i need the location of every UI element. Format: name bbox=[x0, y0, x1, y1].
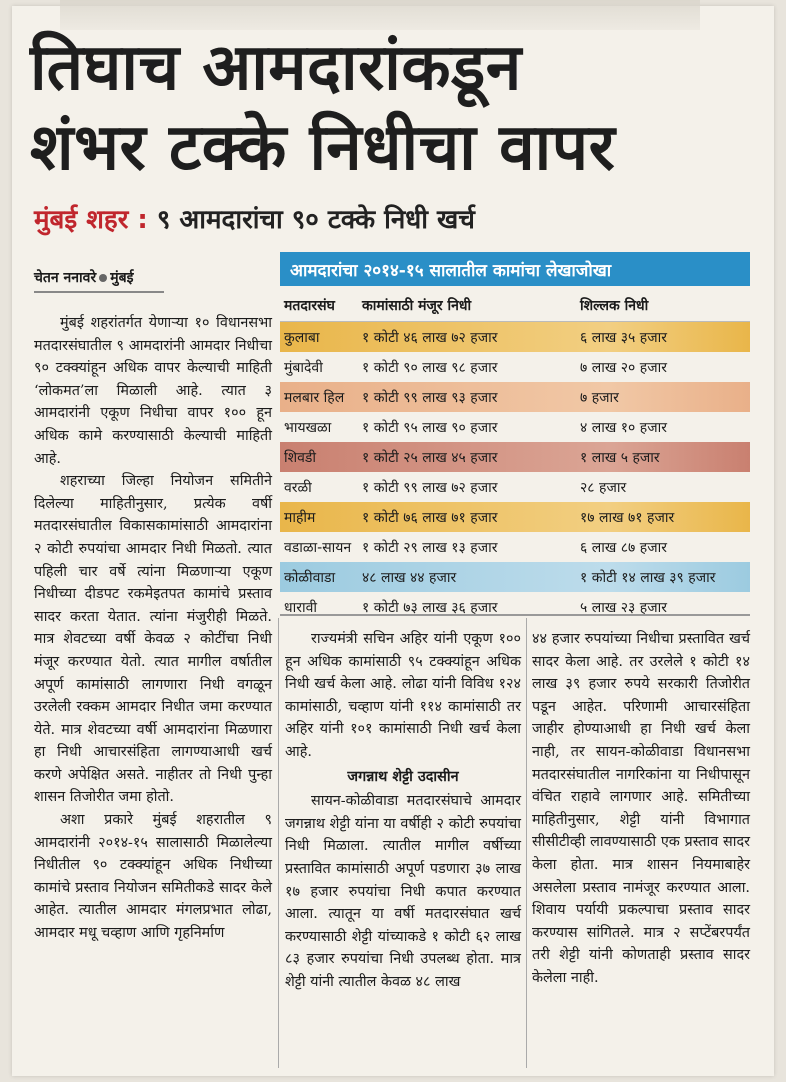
cell-sanctioned: ४८ लाख ४४ हजार bbox=[362, 569, 457, 586]
table-header-row bbox=[280, 286, 750, 322]
cell-sanctioned: १ कोटी ९० लाख ९८ हजार bbox=[362, 359, 498, 376]
table-row bbox=[280, 532, 750, 562]
table-row bbox=[280, 322, 750, 352]
cell-sanctioned: १ कोटी ४६ लाख ७२ हजार bbox=[362, 329, 498, 346]
cell-constituency: वडाळा-सायन bbox=[284, 539, 352, 556]
cell-constituency: कोळीवाडा bbox=[284, 569, 336, 586]
table-bottom-rule bbox=[280, 614, 750, 616]
table-row bbox=[280, 352, 750, 382]
cell-balance: १ लाख ५ हजार bbox=[580, 449, 660, 466]
previous-article-fragment bbox=[60, 0, 700, 30]
paragraph: सायन-कोळीवाडा मतदारसंघाचे आमदार जगन्नाथ शेट्टी यांना या वर्षीही २ कोटी रुपयांचा निधी मिळाला. त्यातील मागील वर्षीच्या प्रस्तावित कामांसाठी अपूर्ण पडणारा ३७ लाख १७ हजार रुपयांचा निधी कपात करण्यात आला. त्यातून या वर्षी मतदारसंघात खर्च करण्यासाठी शेट्टी यांच्याकडे १ कोटी ६२ लाख ८३ हजार रुपयांचा निधी उपलब्ध होता. मात्र शेट्टी यांनी त्यातील केवळ ४८ लाख bbox=[285, 793, 521, 990]
table-row bbox=[280, 412, 750, 442]
paragraph: शहराच्या जिल्हा नियोजन समितीने दिलेल्या माहितीनुसार, प्रत्येक वर्षी मतदारसंघातील विकासकामांसाठी आमदारांना २ कोटी रुपयांचा आमदार निधी मिळतो. त्यात पहिली चार वर्षे त्यांना मिळणाऱ्या एकूण निधीच्या दीडपट रकमेइतपत कामांचे प्रस्ताव सादर करता येतात. त्यांना मंजुरीही मिळते. मात्र शेवटच्या वर्षी केवळ २ कोटींचा निधी मंजूर करण्यात येतो. त्यात मागील वर्षातील अपूर्ण कामांसाठी लागणारा निधी वगळून उरलेली रक्कम आमदार निधीत जमा करण्यात येते. मात्र शेवटच्या वर्षी आमदारांना मिळणारा हा निधी आचारसंहिता लागण्याआधी खर्च करणे अपेक्षित असते. नाहीतर तो निधी पुन्हा शासन तिजोरीत जमा होतो. bbox=[34, 473, 272, 806]
cell-sanctioned: १ कोटी ७६ लाख ७१ हजार bbox=[362, 509, 498, 526]
article-column-1 bbox=[34, 312, 272, 945]
article-column-2 bbox=[285, 628, 521, 994]
header-constituency: मतदारसंघ bbox=[284, 298, 335, 314]
table-row bbox=[280, 472, 750, 502]
table-row bbox=[280, 562, 750, 592]
cell-balance: १ कोटी १४ लाख ३९ हजार bbox=[580, 569, 716, 586]
column-divider bbox=[278, 618, 279, 1068]
cell-sanctioned: १ कोटी ९९ लाख ९३ हजार bbox=[362, 389, 498, 406]
cell-constituency: वरळी bbox=[284, 479, 312, 496]
column-divider bbox=[526, 618, 527, 1068]
bullet-icon bbox=[99, 274, 107, 282]
cell-balance: २८ हजार bbox=[580, 479, 627, 496]
cell-balance: ६ लाख ३५ हजार bbox=[580, 329, 667, 346]
byline bbox=[34, 268, 164, 293]
cell-balance: ५ लाख २३ हजार bbox=[580, 599, 667, 616]
subheadline-place: मुंबई शहर : bbox=[34, 205, 148, 235]
byline-author: चेतन ननावरे bbox=[34, 270, 97, 286]
fund-table bbox=[280, 252, 750, 622]
cell-constituency: माहीम bbox=[284, 509, 316, 526]
cell-sanctioned: १ कोटी ७३ लाख ३६ हजार bbox=[362, 599, 498, 616]
subheadline-text: ९ आमदारांचा ९० टक्के निधी खर्च bbox=[147, 205, 475, 235]
cell-sanctioned: १ कोटी २९ लाख १३ हजार bbox=[362, 539, 498, 556]
table-title: आमदारांचा २०१४-१५ सालातील कामांचा लेखाजोखा bbox=[280, 252, 750, 286]
cell-constituency: कुलाबा bbox=[284, 329, 320, 346]
paragraph: ४४ हजार रुपयांच्या निधीचा प्रस्तावित खर्च सादर केला आहे. तर उरलेले १ कोटी १४ लाख ३९ हजार रुपये सरकारी तिजोरीत पडून आहेत. परिणामी आचारसंहिता जाहीर होण्याआधी हा निधी खर्च केला नाही, तर सायन-कोळीवाडा विधानसभा मतदारसंघातील नागरिकांना या निधीपासून वंचित राहावे लागणार आहे. समितीच्या माहितीनुसार, शेट्टी यांनी विभागात सीसीटीव्ही लावण्यासाठी एक प्रस्ताव सादर केला होता. मात्र शासन नियमाबाहेर असलेला प्रस्ताव नामंजूर करण्यात आला. शिवाय पर्यायी प्रकल्पाचा प्रस्ताव सादर करण्यास सांगितले. मात्र २ सप्टेंबरपर्यंत तरी शेट्टी यांनी कोणताही प्रस्ताव सादर केलेला नाही. bbox=[532, 631, 750, 986]
subheadline bbox=[34, 200, 754, 236]
table-row bbox=[280, 442, 750, 472]
headline-line-1: तिघाच आमदारांकडून bbox=[30, 31, 522, 105]
cell-balance: ७ लाख २० हजार bbox=[580, 359, 667, 376]
table-row bbox=[280, 382, 750, 412]
cell-sanctioned: १ कोटी २५ लाख ४५ हजार bbox=[362, 449, 498, 466]
paragraph: राज्यमंत्री सचिन अहिर यांनी एकूण १०० हून अधिक कामांसाठी ९५ टक्क्यांहून अधिक निधी खर्च केला आहे. लोढा यांनी विविध १२४ कामांसाठी, चव्हाण यांनी ११४ कामांसाठी तर अहिर यांनी १०१ कामांसाठी निधी खर्च केला आहे. bbox=[285, 631, 521, 760]
table-row bbox=[280, 592, 750, 622]
cell-balance: १७ लाख ७१ हजार bbox=[580, 509, 675, 526]
table-row bbox=[280, 502, 750, 532]
header-sanctioned: कामांसाठी मंजूर निधी bbox=[362, 298, 472, 314]
cell-constituency: शिवडी bbox=[284, 449, 317, 466]
paragraph: अशा प्रकारे मुंबई शहरातील ९ आमदारांनी २०१४-१५ सालासाठी मिळालेल्या निधीतील ९० टक्क्यांहून अधिक निधीच्या कामांचे प्रस्ताव नियोजन समितीकडे सादर केले आहेत. त्यातील आमदार मंगलप्रभात लोढा, आमदार मधू चव्हाण आणि गृहनिर्माण bbox=[34, 812, 272, 942]
cell-balance: ४ लाख १० हजार bbox=[580, 419, 667, 436]
article-column-3 bbox=[532, 628, 750, 990]
cell-constituency: धारावी bbox=[284, 599, 317, 616]
cell-constituency: भायखळा bbox=[284, 419, 332, 436]
cell-balance: ६ लाख ८७ हजार bbox=[580, 539, 667, 556]
paragraph: मुंबई शहरांतर्गत येणाऱ्या १० विधानसभा मतदारसंघातील ९ आमदारांनी आमदार निधीचा ९० टक्क्यांहून अधिक वापर केल्याची माहिती ‘लोकमत’ला मिळाली आहे. त्यात ३ आमदारांनी एकूण निधीचा वापर १०० हून अधिक कामे करण्यासाठी केल्याची माहिती आहे. bbox=[34, 315, 272, 467]
header-balance: शिल्लक निधी bbox=[580, 298, 649, 314]
cell-constituency: मलबार हिल bbox=[284, 389, 345, 406]
byline-city: मुंबई bbox=[110, 270, 134, 286]
cell-constituency: मुंबादेवी bbox=[284, 359, 323, 376]
table-body bbox=[280, 322, 750, 622]
section-subheading: जगन्नाथ शेट्टी उदासीन bbox=[347, 767, 459, 785]
cell-sanctioned: १ कोटी ९९ लाख ७२ हजार bbox=[362, 479, 498, 496]
cell-balance: ७ हजार bbox=[580, 389, 619, 406]
cell-sanctioned: १ कोटी ९५ लाख ९० हजार bbox=[362, 419, 498, 436]
headline bbox=[30, 28, 750, 188]
headline-line-2: शंभर टक्के निधीचा वापर bbox=[30, 111, 616, 185]
